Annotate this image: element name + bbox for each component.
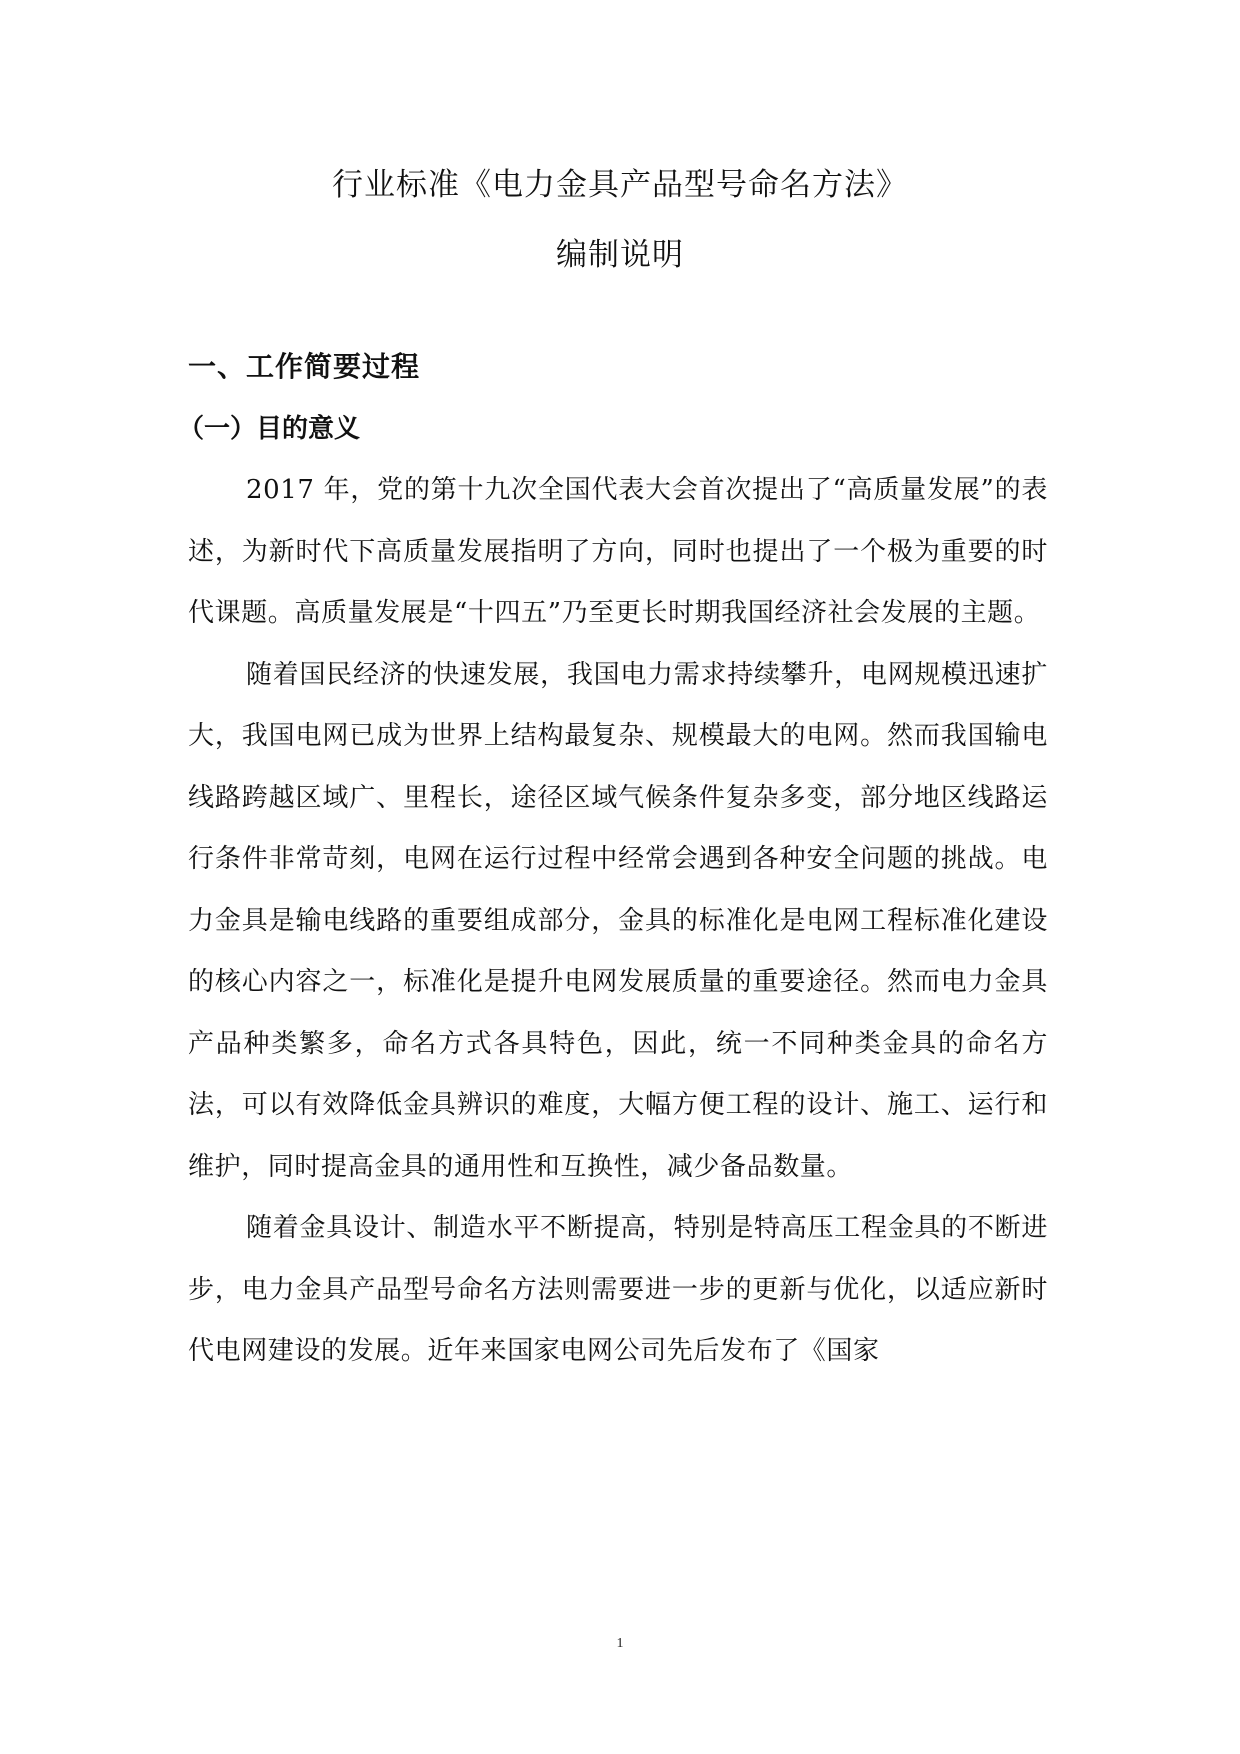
paragraph-3: 随着金具设计、制造水平不断提高，特别是特高压工程金具的不断进步，电力金具产品型号命名方法则需要进一步的更新与优化，以适应新时代电网建设的发展。近年来国家电网公司先后发布了《国家 [188,1213,1048,1366]
page-number: 1 [616,1636,624,1651]
paragraph-2: 随着国民经济的快速发展，我国电力需求持续攀升，电网规模迅速扩大，我国电网已成为世界上结构最复杂、规模最大的电网。然而我国输电线路跨越区域广、里程长，途径区域气候条件复杂多变，部分地区线路运行条件非常苛刻，电网在运行过程中经常会遇到各种安全问题的挑战。电力金具是输电线路的重要组成部分，金具的标准化是电网工程标准化建设的核心内容之一，标准化是提升电网发展质量的重要途径。然而电力金具产品种类繁多，命名方式各具特色，因此，统一不同种类金具的命名方法，可以有效降低金具辨识的难度，大幅方便工程的设计、施工、运行和维护，同时提高金具的通用性和互换性，减少备品数量。 [188,659,1048,1182]
subsection-heading: （一）目的意义 [178,414,361,444]
document-title [0,150,1240,290]
title-line-1: 行业标准《电力金具产品型号命名方法》 [332,167,908,203]
document-body [178,336,1048,1383]
paragraph-1: 2017 年，党的第十九次全国代表大会首次提出了“高质量发展”的表述，为新时代下高质量发展指明了方向，同时也提出了一个极为重要的时代课题。高质量发展是“十四五”乃至更长时期我国经济社会发展的主题。 [188,475,1048,628]
section-heading: 一、工作简要过程 [188,350,421,383]
title-line-2: 编制说明 [556,237,684,273]
